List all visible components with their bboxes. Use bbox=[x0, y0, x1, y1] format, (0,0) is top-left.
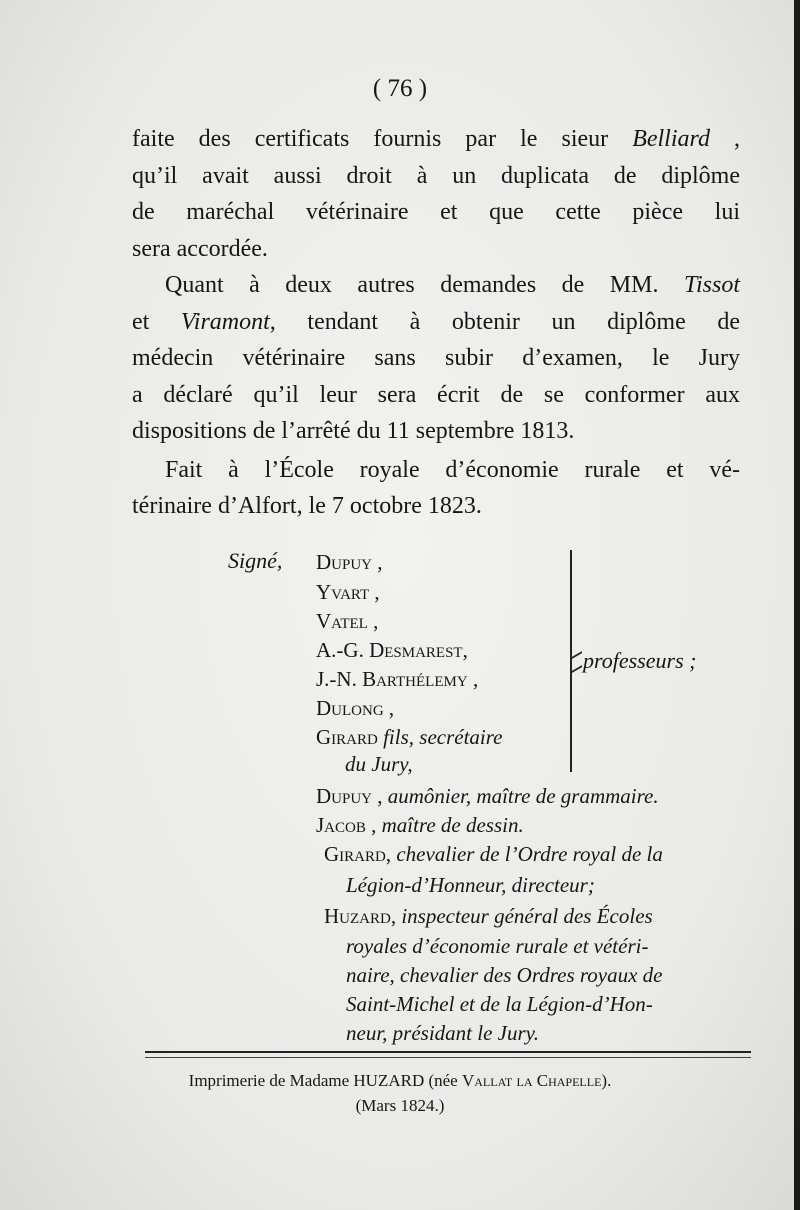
text-run: du Jury, bbox=[345, 752, 413, 776]
imprint-line bbox=[0, 1068, 800, 1093]
imprint-line bbox=[0, 1093, 800, 1118]
text-run: , bbox=[372, 784, 388, 808]
text-run: térinaire d’Alfort, le 7 octobre 1823. bbox=[132, 493, 482, 519]
brace-mark bbox=[556, 550, 572, 772]
text-run: , bbox=[467, 667, 479, 691]
text-run: qu’il avait aussi droit à un duplicata de diplôme bbox=[132, 162, 740, 189]
text-run: Tissot bbox=[683, 272, 740, 298]
text-run: Girard bbox=[324, 842, 386, 866]
text-run: , bbox=[709, 126, 741, 152]
text-run: , bbox=[367, 609, 379, 633]
signature-line bbox=[345, 752, 413, 777]
imprint bbox=[0, 1068, 800, 1118]
body-text bbox=[132, 121, 740, 525]
text-run: Yvart bbox=[316, 580, 370, 604]
text-run: ). bbox=[601, 1071, 612, 1090]
text-run: Huzard bbox=[324, 904, 391, 928]
text-run: chevalier de l’Ordre royal de la bbox=[396, 842, 663, 866]
text-run: sera accordée. bbox=[132, 235, 268, 262]
officer-line bbox=[346, 873, 595, 898]
signature-line bbox=[316, 667, 478, 692]
text-run: médecin vétérinaire sans subir d’examen, le Jury bbox=[132, 345, 740, 371]
text-run: A.-G. Desmarest bbox=[316, 638, 463, 662]
signature-line bbox=[316, 550, 383, 575]
divider-rule bbox=[145, 1051, 751, 1053]
officer-line bbox=[324, 904, 653, 929]
text-run: , bbox=[462, 638, 468, 662]
text-run: , bbox=[372, 550, 383, 574]
text-run: Fait à l’École royale d’économie rurale et vé- bbox=[165, 456, 740, 483]
text-run: a déclaré qu’il leur sera écrit de se conformer aux bbox=[132, 381, 740, 408]
text-line bbox=[132, 194, 740, 231]
text-line bbox=[132, 452, 740, 489]
text-run: Dupuy bbox=[316, 784, 373, 808]
text-run: , bbox=[365, 813, 382, 837]
text-line bbox=[132, 231, 740, 268]
officer-line bbox=[316, 784, 659, 809]
text-run: Belliard bbox=[632, 126, 710, 152]
page-edge-shadow bbox=[794, 0, 800, 1210]
signature-line bbox=[316, 696, 394, 721]
text-run: et bbox=[132, 308, 181, 335]
officer-line bbox=[346, 963, 662, 988]
text-run: Légion-d’Honneur, directeur; bbox=[346, 873, 595, 897]
signature-line bbox=[316, 725, 502, 750]
text-run: , bbox=[385, 842, 397, 866]
text-line bbox=[132, 413, 740, 450]
text-line bbox=[132, 340, 740, 377]
text-run: Dupuy bbox=[316, 550, 373, 574]
text-run: Saint-Michel et de la Légion-d’Hon- bbox=[346, 992, 653, 1016]
text-run: , bbox=[383, 696, 395, 720]
professeurs-label: professeurs ; bbox=[583, 648, 697, 673]
officer-line bbox=[316, 813, 524, 838]
signature-line bbox=[316, 580, 380, 605]
text-run: royales d’économie rurale et vétéri- bbox=[346, 934, 649, 958]
text-run: , bbox=[369, 580, 380, 604]
text-run: faite des certificats fournis par le sieur bbox=[132, 126, 633, 152]
text-run: Vatel bbox=[316, 609, 368, 633]
signed-label: Signé, bbox=[228, 548, 283, 573]
text-run: Dulong bbox=[316, 696, 384, 720]
text-line bbox=[132, 121, 740, 158]
signature-line bbox=[316, 638, 468, 663]
text-line bbox=[132, 158, 740, 195]
officer-line bbox=[324, 842, 663, 867]
text-run: J.-N. Barthélemy bbox=[316, 667, 468, 691]
officer-line bbox=[346, 992, 653, 1017]
officer-line bbox=[346, 1021, 539, 1046]
page-number: ( 76 ) bbox=[372, 75, 428, 102]
text-run: Viramont, bbox=[180, 308, 276, 335]
text-run: dispositions de l’arrêté du 11 septembre 1813. bbox=[132, 418, 575, 444]
text-line bbox=[132, 377, 740, 414]
text-run: Jacob bbox=[316, 813, 366, 837]
divider-rule-thin bbox=[145, 1057, 751, 1058]
officer-line bbox=[346, 934, 648, 959]
text-run: Vallat la Chapelle bbox=[461, 1071, 602, 1090]
text-run: naire, chevalier des Ordres royaux de bbox=[346, 963, 663, 987]
text-run: maître de dessin. bbox=[381, 813, 524, 837]
text-run: Imprimerie de Madame HUZARD (née bbox=[188, 1071, 462, 1090]
text-run: fils, secrétaire bbox=[377, 725, 503, 749]
text-run: aumônier, maître de grammaire. bbox=[387, 784, 659, 808]
text-run: , bbox=[390, 904, 402, 928]
text-run: (Mars 1824.) bbox=[355, 1096, 445, 1115]
text-run: de maréchal vétérinaire et que cette pièce lui bbox=[132, 199, 740, 225]
text-run: tendant à obtenir un diplôme de bbox=[275, 308, 740, 335]
text-line bbox=[132, 488, 740, 525]
text-run: Quant à deux autres demandes de MM. bbox=[165, 272, 684, 298]
text-run: inspecteur général des Écoles bbox=[401, 904, 653, 928]
text-run: neur, présidant le Jury. bbox=[346, 1021, 540, 1045]
text-run: Girard bbox=[316, 725, 378, 749]
text-line bbox=[132, 267, 740, 304]
signature-line bbox=[316, 609, 378, 634]
text-line bbox=[132, 304, 740, 341]
